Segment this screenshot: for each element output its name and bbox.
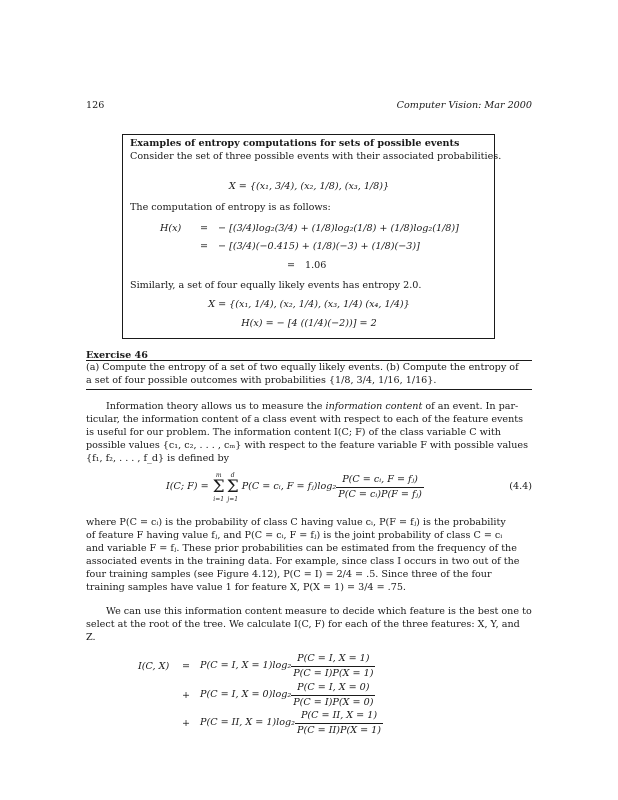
entropy-lhs: H(x) bbox=[160, 223, 182, 234]
exercise-rule-bottom bbox=[86, 389, 532, 390]
para3-line-1: We can use this information content measure to decide which feature is the best one to bbox=[106, 606, 532, 617]
para1-line-4: possible values {c₁, c₂, . . . , cₘ} with respect to the feature variable F with possible values bbox=[86, 440, 529, 451]
eq44-lhs: I(C; F) = bbox=[166, 481, 209, 493]
eq44-term: P(C = cᵢ, F = fⱼ)log₂ bbox=[241, 481, 337, 493]
icx-fraction-3: $\frac{P(C = II, X = 1)}{P(C = II)P(X = 1)}$ bbox=[297, 710, 382, 736]
para2-line-6: training samples have value 1 for feature X, P(X = 1) = 3/4 = .75. bbox=[86, 582, 406, 593]
para1-line-1: Information theory allows us to measure the information content of an event. In par- bbox=[106, 401, 519, 412]
entropy-line-2: − [(3/4)(−0.415) + (1/8)(−3) + (1/8)(−3)] bbox=[218, 241, 420, 252]
emphasis-information-content: information content bbox=[325, 401, 423, 412]
sum-over-i: m Σ i=1 bbox=[212, 471, 225, 503]
icx-rel-2: + bbox=[182, 690, 191, 701]
icx-rel-1: = bbox=[182, 661, 191, 672]
icx-fraction-1: $\frac{P(C = I, X = 1)}{P(C = I)P(X = 1)}$ bbox=[293, 653, 374, 679]
icx-row-1: P(C = I, X = 1)log₂ $\frac{P(C = I, X = 1)}{P(C = I)P(X = 1)}$ bbox=[200, 653, 374, 679]
set-four-entropy: H(x) = − [4 ((1/4)(−2))] = 2 bbox=[241, 318, 377, 329]
para3-line-2: select at the root of the tree. We calculate I(C, F) for each of the three features: X, Y, and bbox=[86, 619, 520, 630]
equation-4-4 bbox=[166, 467, 424, 507]
para2-line-5: four training samples (see Figure 4.12), P(C = I) = 2/4 = .5. Since three of the four bbox=[86, 569, 492, 580]
icx-row-3: P(C = II, X = 1)log₂ $\frac{P(C = II, X = 1)}{P(C = II)P(X = 1)}$ bbox=[200, 710, 382, 736]
entropy-result: 1.06 bbox=[305, 260, 327, 271]
computation-intro: The computation of entropy is as follows: bbox=[130, 202, 331, 213]
eq-rel-2: = bbox=[200, 241, 209, 252]
eq-rel-3: = bbox=[287, 260, 296, 271]
para1-line-3: is useful for our problem. The information content I(C; F) of the class variable C with bbox=[86, 427, 501, 438]
exercise-heading: Exercise 46 bbox=[86, 350, 148, 361]
exercise-line-2: a set of four possible outcomes with probabilities {1/8, 3/4, 1/16, 1/16}. bbox=[86, 375, 437, 386]
exercise-line-1: (a) Compute the entropy of a set of two equally likely events. (b) Compute the entropy of bbox=[86, 362, 519, 373]
eq-rel-1: = bbox=[200, 223, 209, 234]
eq44-fraction: $\frac{\text{P(C = cᵢ, F = fⱼ)}}{\text{P(C = cᵢ)P(F = fⱼ)}}$ bbox=[338, 474, 422, 500]
box-title: Examples of entropy computations for sets of possible events bbox=[130, 138, 460, 149]
box-similarly: Similarly, a set of four equally likely events has entropy 2.0. bbox=[130, 280, 422, 291]
equation-number: (4.4) bbox=[509, 481, 532, 492]
icx-rel-3: + bbox=[182, 718, 191, 729]
page-number: 126 bbox=[86, 100, 105, 111]
para2-line-4: associated events in the training data. For example, since class I occurs in two out of the bbox=[86, 556, 520, 567]
sum-over-j: d Σ j=1 bbox=[226, 471, 239, 503]
para2-line-3: and variable F = fⱼ. These prior probabilities can be estimated from the frequency of the bbox=[86, 543, 517, 554]
icx-row-2: P(C = I, X = 0)log₂ $\frac{P(C = I, X = 0)}{P(C = I)P(X = 0)}$ bbox=[200, 682, 374, 708]
set-three-events: X = {(x₁, 3/4), (x₂, 1/8), (x₃, 1/8)} bbox=[228, 181, 390, 192]
box-intro: Consider the set of three possible events with their associated probabilities. bbox=[130, 151, 502, 162]
running-title: Computer Vision: Mar 2000 bbox=[396, 100, 532, 111]
entropy-line-1: − [(3/4)log₂(3/4) + (1/8)log₂(1/8) + (1/8)log₂(1/8)] bbox=[218, 223, 459, 234]
para3-line-3: Z. bbox=[86, 632, 96, 643]
set-four-events: X = {(x₁, 1/4), (x₂, 1/4), (x₃, 1/4) (x₄, 1/4)} bbox=[208, 299, 410, 310]
para2-line-1: where P(C = cᵢ) is the probability of class C having value cᵢ, P(F = fⱼ) is the probability bbox=[86, 517, 506, 528]
para2-line-2: of feature F having value fⱼ, and P(C = cᵢ, F = fⱼ) is the joint probability of class C = cᵢ bbox=[86, 530, 503, 541]
icx-fraction-2: $\frac{P(C = I, X = 0)}{P(C = I)P(X = 0)}$ bbox=[293, 682, 374, 708]
icx-lhs: I(C, X) bbox=[138, 661, 170, 672]
para1-line-2: ticular, the information content of a class event with respect to each of the feature events bbox=[86, 414, 524, 425]
para1-line-5: {f₁, f₂, . . . , f_d} is defined by bbox=[86, 453, 230, 464]
